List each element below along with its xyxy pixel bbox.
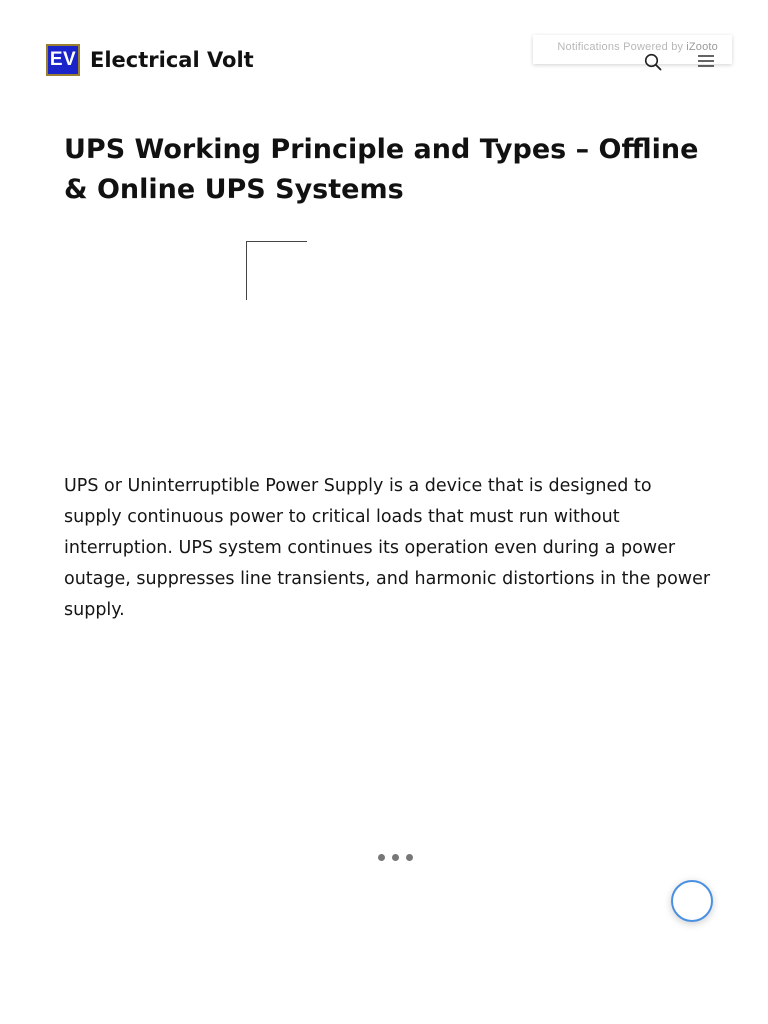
logo-mark: EV xyxy=(49,49,77,70)
article-title: UPS Working Principle and Types – Offline & Online UPS Systems xyxy=(64,134,699,205)
site-logo-link[interactable] xyxy=(46,44,254,76)
article-intro: UPS or Uninterruptible Power Supply is a device that is designed to supply continuous power to critical loads that must run without interruption. UPS system continues its operation even during a power outage, suppresses line transients, and harmonic distortions in the power supply. xyxy=(64,476,711,620)
search-icon xyxy=(644,53,662,71)
search-button[interactable] xyxy=(642,51,664,73)
notification-prefix: Notifications Powered by xyxy=(557,41,684,53)
loader-dot xyxy=(378,854,385,861)
menu-button[interactable] xyxy=(695,51,717,71)
featured-image-placeholder xyxy=(246,241,307,300)
floating-action-button[interactable] xyxy=(671,880,713,922)
logo-badge xyxy=(46,44,80,76)
loading-indicator xyxy=(378,854,413,861)
site-name: Electrical Volt xyxy=(90,48,254,72)
notification-brand: iZooto xyxy=(686,41,718,53)
loader-dot xyxy=(392,854,399,861)
loader-dot xyxy=(406,854,413,861)
hamburger-menu-icon xyxy=(697,54,715,68)
